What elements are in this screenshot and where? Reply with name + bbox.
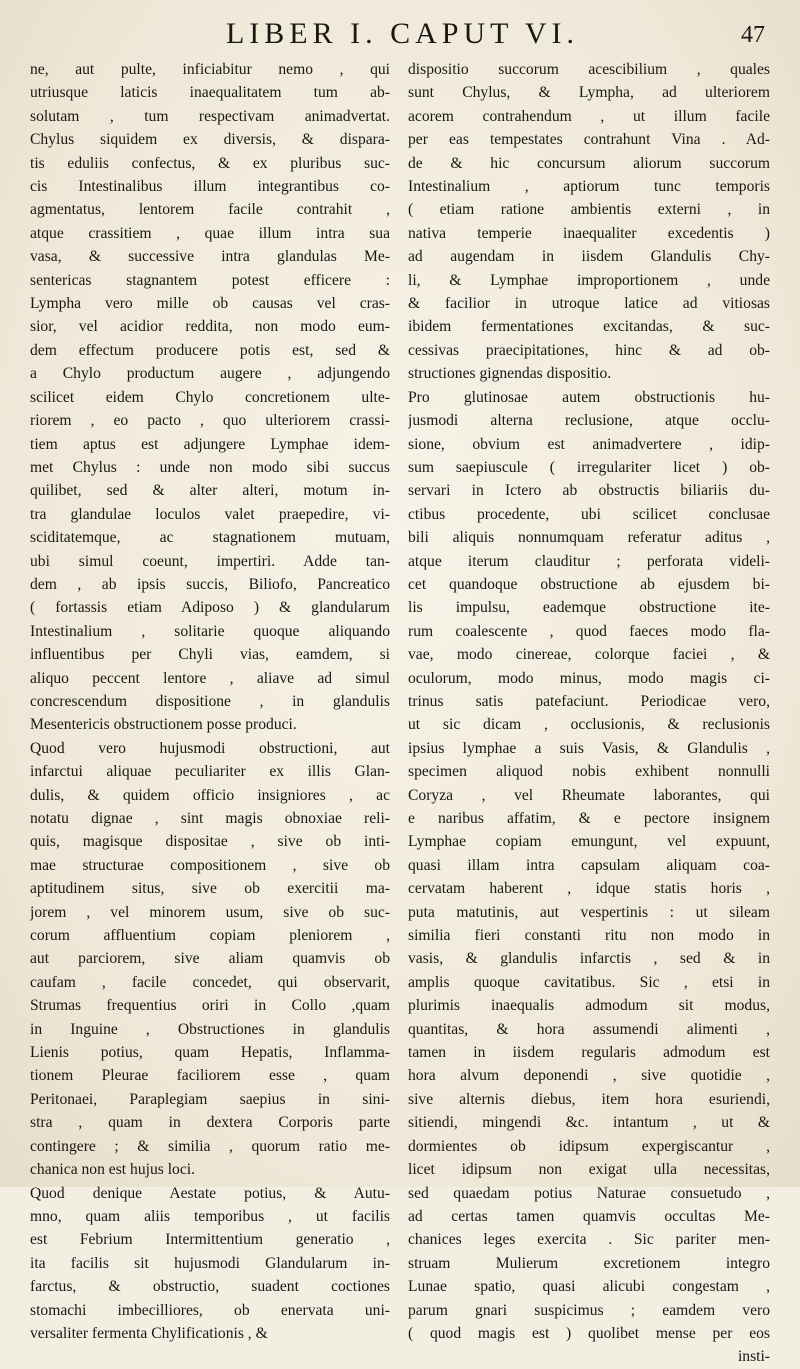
text-line: Pro glutinosae autem obstructionis hu- xyxy=(408,388,770,406)
text-line: insti- xyxy=(737,1348,770,1366)
text-line: jusmodi alterna reclusione, atque occlu- xyxy=(408,412,770,430)
text-line: Quod vero hujusmodi obstructioni, aut xyxy=(30,739,390,757)
text-line: mae structurae compositionem , sive ob xyxy=(30,856,390,874)
text-line: tra glandulae loculos valet praepedire, vi- xyxy=(30,505,390,523)
text-line: Coryza , vel Rheumate laborantes, qui xyxy=(408,786,770,804)
text-line: per eas tempestates contrahunt Vina . Ad- xyxy=(408,131,770,149)
text-line: chanica non est hujus loci. xyxy=(30,1161,195,1179)
text-line: cessivas praecipitationes, hinc & ad ob- xyxy=(408,341,770,359)
text-line: utriusque laticis inaequalitatem tum ab- xyxy=(30,84,390,102)
text-line: plurimis inaequalis admodum sit modus, xyxy=(408,997,770,1015)
text-line: dispositio succorum acescibilium , quales xyxy=(408,61,770,78)
text-line: caufam , facile concedet, qui observarit, xyxy=(30,973,390,991)
text-line: sunt Chylus, & Lympha, ad ulteriorem xyxy=(408,84,770,102)
text-line: oculorum, modo minus, modo magis ci- xyxy=(408,669,770,687)
text-line: Lymphae copiam emungunt, vel expuunt, xyxy=(408,833,770,851)
left-text-column xyxy=(30,58,390,1345)
text-line: Strumas frequentius oriri in Collo ,quam xyxy=(30,997,390,1015)
text-line: tiem aptus est adjungere Lymphae idem- xyxy=(30,435,390,453)
text-line: corum affluentium copiam pleniorem , xyxy=(30,927,390,945)
text-line: atque crassitiem , quae illum intra sua xyxy=(30,224,390,242)
text-line: specimen aliquod nobis exhibent nonnulli xyxy=(408,763,770,781)
text-line: ( etiam ratione ambientis externi , in xyxy=(408,201,770,219)
text-line: ne, aut pulte, inficiabitur nemo , qui xyxy=(30,61,390,78)
text-line: acorem contrahendum , ut illum facile xyxy=(408,107,770,125)
text-line: Peritonaei, Paraplegiam saepius in sini- xyxy=(30,1090,390,1108)
text-line: Intestinalium , solitarie quoque aliquando xyxy=(30,622,390,640)
text-line: Quod denique Aestate potius, & Autu- xyxy=(30,1184,390,1202)
text-line: agmentatus, lentorem facile contrahit , xyxy=(30,201,390,219)
text-line: tamen in iisdem regularis admodum est xyxy=(408,1044,770,1062)
text-line: hora alvum deponendi , sive quotidie , xyxy=(408,1067,770,1085)
text-line: a Chylo productum augere , adjungendo xyxy=(30,365,390,383)
text-line: & facilior in utroque latice ad vitiosas xyxy=(408,295,770,313)
running-head: LIBER I. CAPUT VI. xyxy=(225,17,580,50)
text-line: solutam , tum respectivam animadvertat. xyxy=(30,107,390,125)
text-line: ibidem fermentationes excitandas, & suc- xyxy=(408,318,770,336)
text-line: scilicet eidem Chylo concretionem ulte- xyxy=(30,388,390,406)
text-line: bili aliquis nonnumquam referatur aditus , xyxy=(408,529,770,547)
text-line: cet quandoque obstructione ab ejusdem bi- xyxy=(408,575,770,593)
text-line: servari in Ictero ab obstructis biliariis du- xyxy=(408,482,770,500)
text-line: Lympha vero mille ob causas vel cras- xyxy=(30,295,390,313)
text-line: Mesentericis obstructionem posse produci. xyxy=(30,716,297,734)
text-line: quilibet, sed & alter alteri, motum in- xyxy=(30,482,390,500)
text-line: met Chylus : unde non modo sibi succus xyxy=(30,458,390,476)
text-line: dem effectum producere potis est, sed & xyxy=(30,341,390,359)
text-line: tionem Pleurae faciliorem esse , quam xyxy=(30,1067,390,1085)
page-header xyxy=(40,14,765,54)
text-line: est Febrium Intermittentium generatio , xyxy=(30,1231,390,1249)
text-line: ut sic dicam , occlusionis, & reclusionis xyxy=(408,716,770,734)
text-line: e naribus affatim, & e pectore insignem xyxy=(408,810,770,827)
text-line: ad augendam in iisdem Glandulis Chy- xyxy=(408,248,770,266)
text-line: nativa temperie inaequaliter excedentis ) xyxy=(408,224,770,242)
text-line: ipsius lymphae a suis Vasis, & Glandulis , xyxy=(408,739,770,757)
text-line: tis eduliis confectus, & ex pluribus suc- xyxy=(30,154,390,172)
text-line: dem , ab ipsis succis, Biliofo, Pancreatico xyxy=(30,575,390,593)
text-line: sione, obvium est animadvertere , idip- xyxy=(408,435,770,453)
text-line: cervatam haberent , idque statis horis , xyxy=(408,880,770,898)
right-text-column xyxy=(408,58,770,1369)
text-line: vae, modo cinereae, colorque faciei , & xyxy=(408,646,770,664)
text-line: Lienis potius, quam Hepatis, Inflamma- xyxy=(30,1044,390,1062)
text-line: versaliter fermenta Chylificationis , & xyxy=(30,1324,268,1342)
text-line: aptitudinem situs, sive ob exercitii ma- xyxy=(30,880,390,898)
text-line: quis, magisque dispositae , sive ob inti- xyxy=(30,833,390,851)
text-line: infarctui aliquae peculiariter ex illis Glan- xyxy=(30,763,390,781)
text-line: structiones gignendas dispositio. xyxy=(408,365,612,383)
text-line: struam Mulierum excretionem integro xyxy=(408,1254,770,1272)
text-line: stra , quam in dextera Corporis parte xyxy=(30,1114,390,1132)
text-line: sentericas stagnantem potest efficere : xyxy=(30,271,390,289)
text-line: vasis, & glandulis infarctis , sed & in xyxy=(408,950,770,968)
text-line: licet idipsum non exigat ulla necessitas, xyxy=(408,1161,770,1179)
text-line: sciditatemque, ac stagnationem mutuam, xyxy=(30,529,390,547)
text-line: aut parciorem, sive aliam quamvis ob xyxy=(30,950,390,968)
text-line: cis Intestinalibus illum integrantibus co- xyxy=(30,178,390,196)
text-line: dulis, & quidem officio insigniores , ac xyxy=(30,786,390,804)
text-line: Intestinalium , aptiorum tunc temporis xyxy=(408,178,770,196)
text-line: ( fortassis etiam Adiposo ) & glandularum xyxy=(30,599,390,617)
text-line: ubi simul coeunt, impertiri. Adde tan- xyxy=(30,552,390,570)
text-line: atque iterum clauditur ; perforata videli- xyxy=(408,552,770,570)
text-line: farctus, & obstructio, suadent coctiones xyxy=(30,1278,390,1296)
text-line: sed quaedam potius Naturae consuetudo , xyxy=(408,1184,770,1202)
text-line: sive alternis diebus, item hora esuriendi, xyxy=(408,1090,770,1108)
text-line: trinus satis patefaciunt. Periodicae vero, xyxy=(408,692,770,710)
text-line: sum saepiuscule ( irregulariter licet ) ob- xyxy=(408,458,770,476)
text-line: puta matutinis, aut vespertinis : ut sileam xyxy=(408,903,770,921)
text-line: de & hic concursum aliorum succorum xyxy=(408,154,770,172)
text-line: amplis quoque cavitatibus. Sic , etsi in xyxy=(408,973,770,991)
text-line: vasa, & successive intra glandulas Me- xyxy=(30,248,390,266)
text-line: contingere ; & similia , quorum ratio me- xyxy=(30,1137,390,1155)
text-line: in Inguine , Obstructiones in glandulis xyxy=(30,1020,390,1038)
text-line: mno, quam aliis temporibus , ut facilis xyxy=(30,1207,390,1225)
text-line: lis impulsu, eademque obstructione ite- xyxy=(408,599,770,617)
text-line: dormientes ob idipsum expergiscantur , xyxy=(408,1137,770,1155)
page-number: 47 xyxy=(741,22,765,48)
text-line: notatu dignae , sint magis obnoxiae reli- xyxy=(30,810,390,827)
text-line: rum coalescente , quod faeces modo fla- xyxy=(408,622,770,640)
text-line: sior, vel acidior reddita, non modo eum- xyxy=(30,318,390,336)
text-line: jorem , vel minorem usum, sive ob suc- xyxy=(30,903,390,921)
text-line: aliquo peccent lentore , aliave ad simul xyxy=(30,669,390,687)
text-line: ad certas tamen quamvis occultas Me- xyxy=(408,1207,770,1225)
text-line: quasi illam intra capsulam aliquam coa- xyxy=(408,856,770,874)
text-line: sitiendi, mingendi &c. intantum , ut & xyxy=(408,1114,770,1132)
text-line: quantitas, & hora assumendi alimenti , xyxy=(408,1020,770,1038)
text-line: ctibus procedente, ubi scilicet conclusae xyxy=(408,505,770,523)
text-line: Lunae spatio, quasi alicubi congestam , xyxy=(408,1278,770,1296)
text-line: stomachi imbecilliores, ob enervata uni- xyxy=(30,1301,390,1319)
text-line: riorem , eo pacto , quo ulteriorem crassi- xyxy=(30,412,390,430)
text-line: influentibus per Chyli vias, eamdem, si xyxy=(30,646,390,664)
text-line: Chylus siquidem ex diversis, & dispara- xyxy=(30,131,390,149)
text-line: concrescendum dispositione , in glandulis xyxy=(30,692,390,710)
text-line: li, & Lymphae improportionem , unde xyxy=(408,271,770,289)
text-line: chanices leges exercita . Sic pariter men- xyxy=(408,1231,770,1249)
text-line: similia fieri constanti ritu non modo in xyxy=(408,927,770,945)
text-line: parum gnari suspicimus ; eamdem vero xyxy=(408,1301,770,1319)
text-line: ita facilis sit hujusmodi Glandularum in- xyxy=(30,1254,390,1272)
text-line: ( quod magis est ) quolibet mense per eos xyxy=(408,1324,770,1342)
